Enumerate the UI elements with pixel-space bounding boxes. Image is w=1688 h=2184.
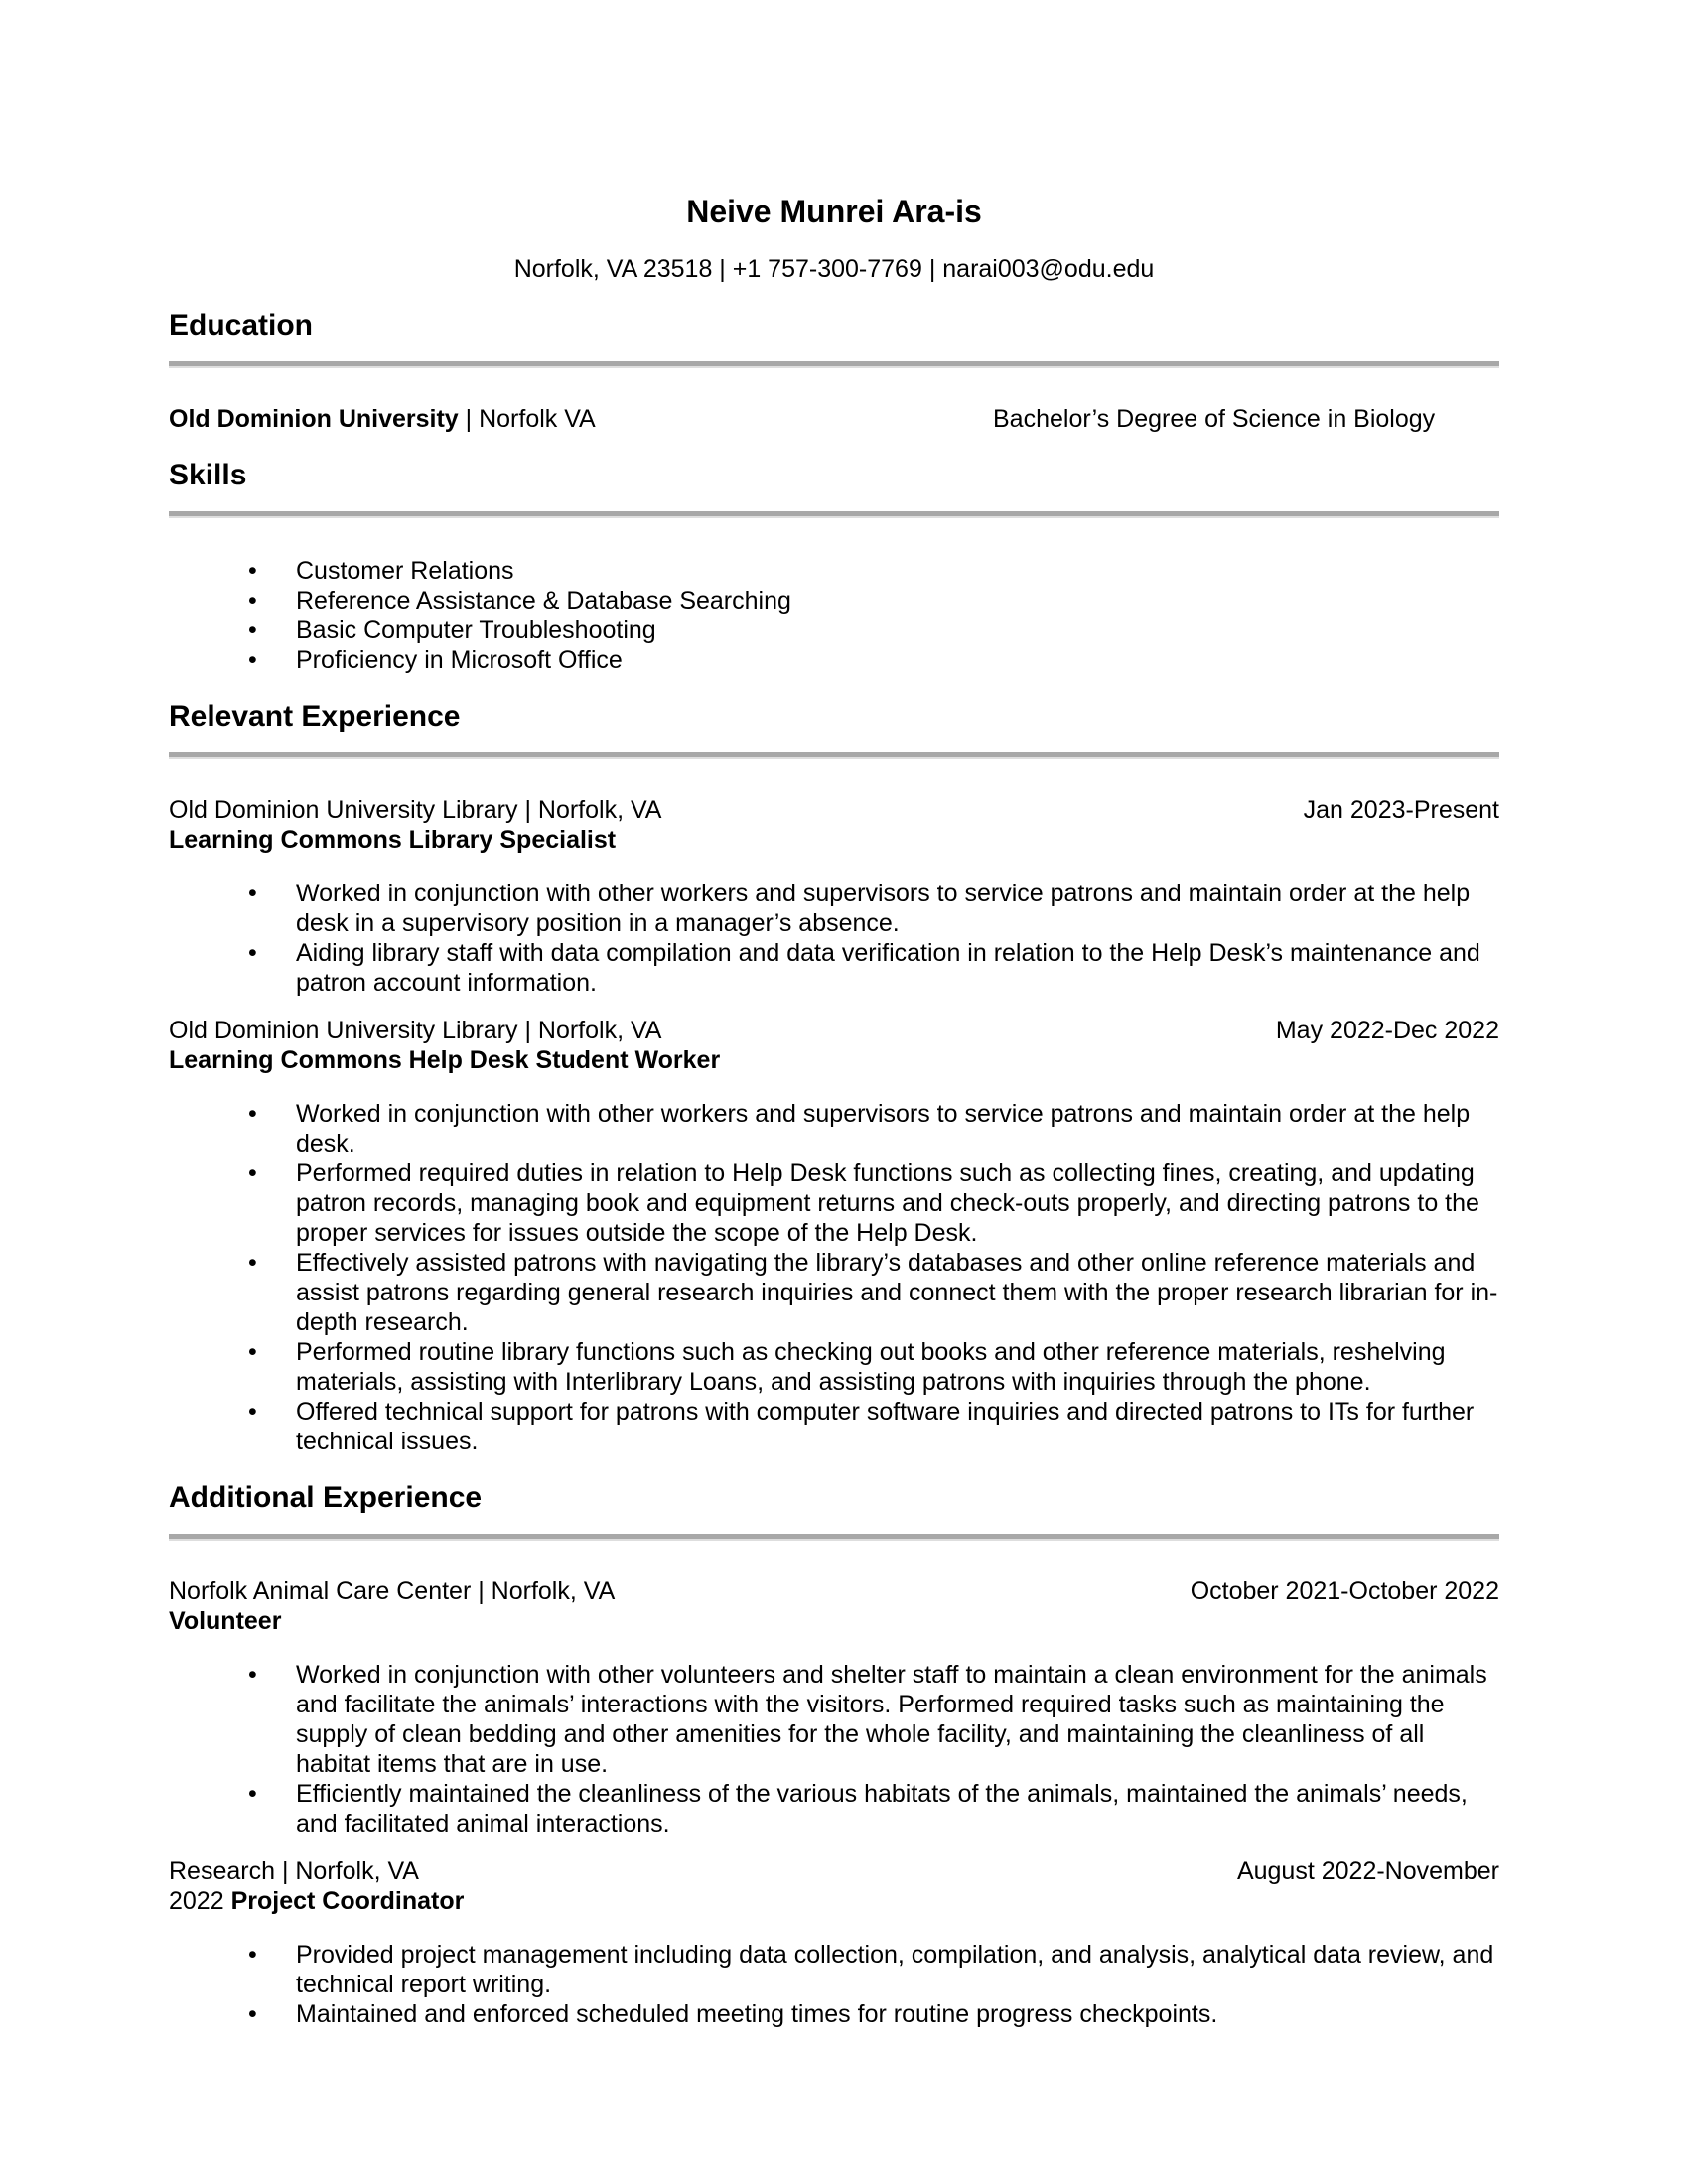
job-org: Norfolk Animal Care Center | Norfolk, VA bbox=[169, 1577, 616, 1605]
section-divider bbox=[169, 752, 1499, 759]
job-title: Learning Commons Help Desk Student Worker bbox=[169, 1046, 721, 1074]
job-org: Research | Norfolk, VA bbox=[169, 1857, 419, 1885]
job-dates: October 2021-October 2022 bbox=[1190, 1577, 1499, 1605]
section-heading-education: Education bbox=[169, 309, 314, 341]
job-entry-head bbox=[169, 1856, 1499, 1886]
education-entry bbox=[169, 404, 1499, 434]
education-school: Old Dominion University bbox=[169, 405, 459, 433]
job-entry bbox=[169, 1576, 1499, 1839]
section-heading-additional-experience: Additional Experience bbox=[169, 1481, 483, 1514]
job-bullet: • Performed routine library functions such as checking out books and other reference materials, reshelving materials, assisting with Interlibrary Loans, and assisting patrons with inquiries through the phone. bbox=[296, 1337, 1499, 1397]
job-dates-wrapped: 2022 bbox=[169, 1887, 224, 1915]
education-location: | Norfolk VA bbox=[458, 405, 596, 433]
skills-list bbox=[169, 556, 1499, 675]
skill-item: • Proficiency in Microsoft Office bbox=[296, 645, 1499, 675]
skill-item: • Basic Computer Troubleshooting bbox=[296, 615, 1499, 645]
job-bullet-list bbox=[169, 1099, 1499, 1456]
job-bullet-list bbox=[169, 879, 1499, 998]
job-dates: May 2022-Dec 2022 bbox=[1275, 1017, 1499, 1044]
job-org: Old Dominion University Library | Norfolk, VA bbox=[169, 796, 662, 824]
section-divider bbox=[169, 1534, 1499, 1541]
job-bullet-list bbox=[169, 1940, 1499, 2029]
resume-content bbox=[169, 0, 1499, 2029]
job-bullet: • Worked in conjunction with other workers and supervisors to service patrons and maintain order at the help desk. bbox=[296, 1099, 1499, 1159]
job-bullet: • Worked in conjunction with other volunteers and shelter staff to maintain a clean environment for the animals and facilitate the animals’ interactions with the visitors. Performed required tasks such as maintaining the supply of clean bedding and other amenities for the whole facility, and maintaining the cleanliness of all habitat items that are in use. bbox=[296, 1660, 1499, 1779]
job-dates: Jan 2023-Present bbox=[1303, 796, 1499, 824]
job-entry-head bbox=[169, 1016, 1499, 1045]
job-title: Volunteer bbox=[169, 1607, 282, 1635]
job-title-line bbox=[169, 1886, 1499, 1916]
skill-item: • Customer Relations bbox=[296, 556, 1499, 586]
section-heading-skills: Skills bbox=[169, 459, 247, 491]
job-bullet: • Efficiently maintained the cleanliness of the various habitats of the animals, maintained the animals’ needs, and facilitated animal interactions. bbox=[296, 1779, 1499, 1839]
job-bullet: • Performed required duties in relation to Help Desk functions such as collecting fines, creating, and updating patron records, managing book and equipment returns and check-outs properly, and directing patrons to the proper services for issues outside the scope of the Help Desk. bbox=[296, 1159, 1499, 1248]
section-heading-relevant-experience: Relevant Experience bbox=[169, 700, 461, 733]
job-bullet: • Effectively assisted patrons with navigating the library’s databases and other online reference materials and assist patrons regarding general research inquiries and connect them with the proper research librarian for in-depth research. bbox=[296, 1248, 1499, 1337]
job-org: Old Dominion University Library | Norfolk, VA bbox=[169, 1017, 662, 1044]
job-bullet-list bbox=[169, 1660, 1499, 1839]
job-bullet: • Worked in conjunction with other workers and supervisors to service patrons and maintain order at the help desk in a supervisory position in a manager’s absence. bbox=[296, 879, 1499, 938]
job-entry bbox=[169, 1856, 1499, 2029]
job-bullet: • Maintained and enforced scheduled meeting times for routine progress checkpoints. bbox=[296, 1999, 1499, 2029]
job-entry bbox=[169, 1016, 1499, 1456]
section-divider bbox=[169, 511, 1499, 518]
job-entry-head bbox=[169, 795, 1499, 825]
job-title: Learning Commons Library Specialist bbox=[169, 826, 617, 854]
skill-item: • Reference Assistance & Database Searching bbox=[296, 586, 1499, 615]
job-entry-head bbox=[169, 1576, 1499, 1606]
section-divider bbox=[169, 361, 1499, 368]
job-bullet: • Offered technical support for patrons with computer software inquiries and directed patrons to ITs for further technical issues. bbox=[296, 1397, 1499, 1456]
job-dates: August 2022-November bbox=[1236, 1857, 1499, 1885]
job-bullet: • Provided project management including data collection, compilation, and analysis, analytical data review, and technical report writing. bbox=[296, 1940, 1499, 1999]
education-degree: Bachelor’s Degree of Science in Biology bbox=[993, 405, 1436, 433]
contact-line: Norfolk, VA 23518 | +1 757-300-7769 | narai003@odu.edu bbox=[513, 255, 1155, 283]
job-title: Project Coordinator bbox=[230, 1887, 465, 1915]
job-entry bbox=[169, 795, 1499, 998]
resume-name: Neive Munrei Ara-is bbox=[686, 194, 982, 229]
education-entry-head bbox=[169, 404, 1499, 434]
job-bullet: • Aiding library staff with data compilation and data verification in relation to the Help Desk’s maintenance and patron account information. bbox=[296, 938, 1499, 998]
